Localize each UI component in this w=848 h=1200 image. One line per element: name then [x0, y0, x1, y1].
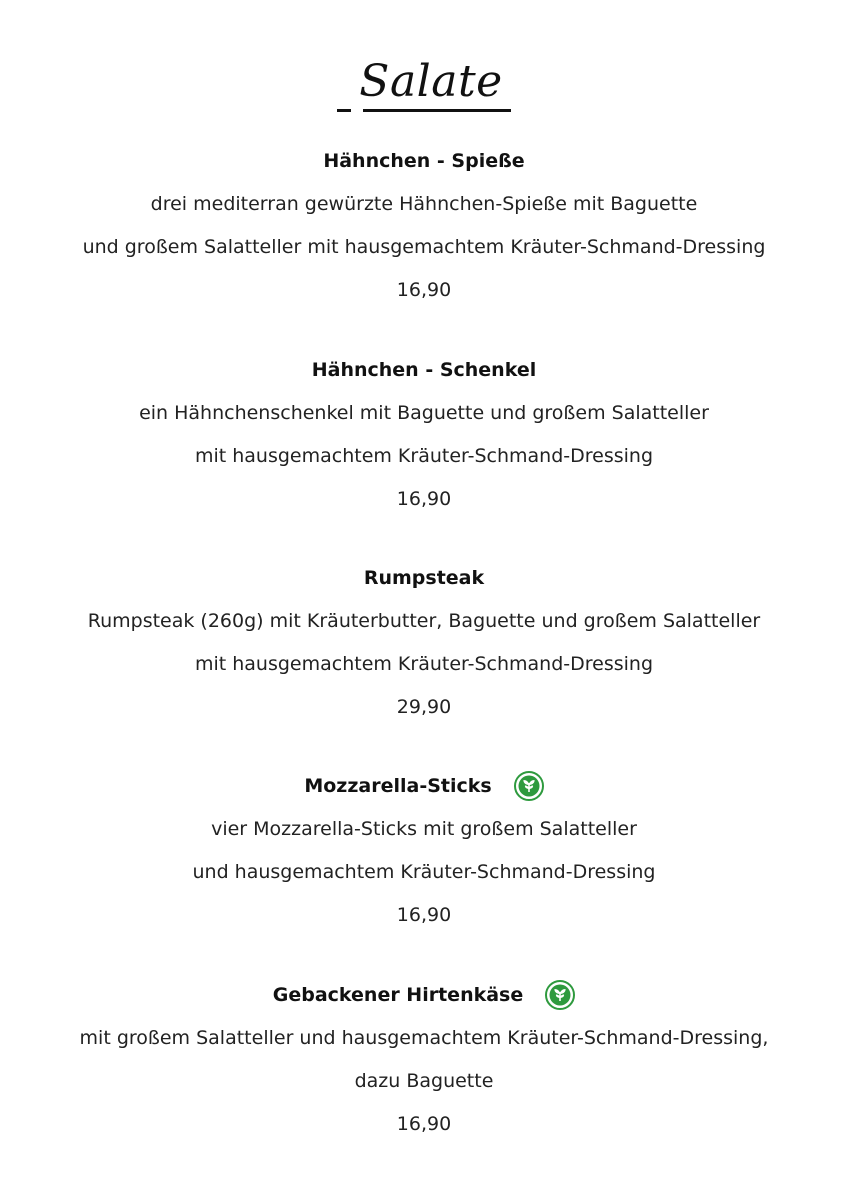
page-title — [337, 56, 510, 112]
menu-item — [0, 563, 848, 729]
menu-item-header — [0, 355, 848, 385]
title-dash-decoration — [337, 109, 351, 112]
menu-item-price: 16,90 — [396, 1113, 452, 1135]
menu-item-header — [0, 771, 848, 801]
menu-item-description-line: mit hausgemachtem Kräuter-Schmand-Dressing — [194, 445, 654, 467]
menu-item-price: 29,90 — [396, 696, 452, 718]
menu-item-header — [0, 146, 848, 176]
menu-item-name: Gebackener Hirtenkäse — [272, 984, 524, 1006]
menu-item — [0, 771, 848, 937]
title-underline — [363, 109, 510, 112]
menu-item-description-line: vier Mozzarella-Sticks mit großem Salatteller — [211, 818, 637, 840]
menu-item-description-line: drei mediterran gewürzte Hähnchen-Spieße mit Baguette — [150, 193, 698, 215]
menu-item-price: 16,90 — [396, 904, 452, 926]
menu-item-header — [0, 563, 848, 593]
menu-item-name: Rumpsteak — [363, 567, 485, 589]
menu-item-description-line: mit hausgemachtem Kräuter-Schmand-Dressing — [194, 653, 654, 675]
menu-item-description-line: ein Hähnchenschenkel mit Baguette und großem Salatteller — [139, 402, 709, 424]
vegetarian-leaf-icon — [545, 980, 575, 1010]
menu-item-description-line: mit großem Salatteller und hausgemachtem Kräuter-Schmand-Dressing, — [79, 1027, 769, 1049]
menu-item-description-line: und hausgemachtem Kräuter-Schmand-Dressing — [192, 861, 656, 883]
menu-item-description-line: und großem Salatteller mit hausgemachtem Kräuter-Schmand-Dressing — [82, 236, 766, 258]
menu-item-header — [0, 980, 848, 1010]
menu-item — [0, 355, 848, 521]
menu-item-name: Mozzarella-Sticks — [304, 775, 492, 797]
menu-item-name: Hähnchen - Spieße — [323, 150, 525, 172]
menu-item-description-line: Rumpsteak (260g) mit Kräuterbutter, Baguette und großem Salatteller — [87, 610, 761, 632]
menu-item-price: 16,90 — [396, 279, 452, 301]
menu-item — [0, 146, 848, 312]
menu-item-description-line: dazu Baguette — [354, 1070, 494, 1092]
menu-item — [0, 980, 848, 1146]
menu-item-name: Hähnchen - Schenkel — [311, 359, 537, 381]
menu-item-price: 16,90 — [396, 488, 452, 510]
page-title-text: Salate — [359, 56, 503, 107]
title-area — [0, 56, 848, 112]
vegetarian-leaf-icon — [514, 771, 544, 801]
